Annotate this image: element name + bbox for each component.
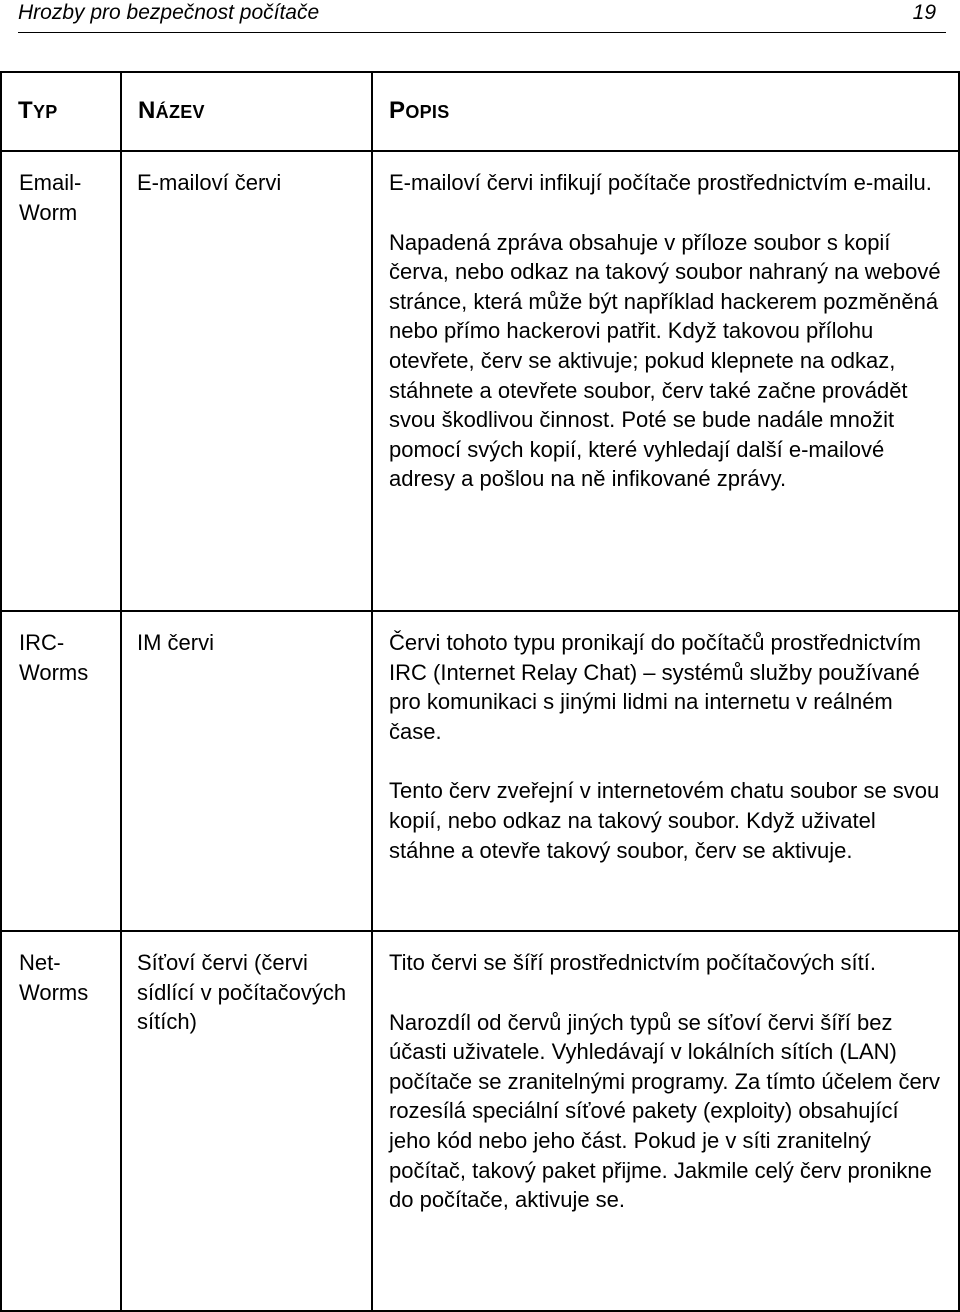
column-header-description: POPIS [372, 72, 959, 151]
cell-description [372, 931, 959, 1311]
cell-type: Net-Worms [1, 931, 121, 1311]
cell-name: E-mailoví červi [121, 151, 372, 611]
description-paragraph: Tito červi se šíří prostřednictvím počítačových sítí. [389, 950, 876, 975]
cell-name: Síťoví červi (červi sídlící v počítačových sítích) [121, 931, 372, 1311]
chapter-title: Hrozby pro bezpečnost počítače [18, 1, 320, 24]
cell-description [372, 151, 959, 611]
table-row [1, 931, 959, 1311]
cell-name: IM červi [121, 611, 372, 931]
running-header [18, 0, 946, 33]
description-paragraph: Červi tohoto typu pronikají do počítačů prostřednictvím IRC (Internet Relay Chat) – systémů služby používané pro komunikaci s jinými lidmi na internetu v reálném čase. [389, 630, 921, 744]
description-paragraph: Narozdíl od červů jiných typů se síťoví červi šíří bez účasti uživatele. Vyhledávají v lokálních sítích (LAN) počítače se zranitelnými programy. Za tímto účelem červ rozesílá speciální síťové pakety (exploity) obsahující jeho kód nebo jeho část. Pokud je v síti zranitelný počítač, takový paket přijme. Jakmile celý červ pronikne do počítače, aktivuje se. [389, 1009, 941, 1213]
description-paragraph: Napadená zpráva obsahuje v příloze soubor s kopií červa, nebo odkaz na takový soubor nahraný na webové stránce, která může být například hackerem pozměněná nebo přímo hackerovi patřit. Když takovou přílohu otevřete, červ se aktivuje; pokud klepnete na odkaz, stáhnete a otevřete soubor, červ také začne provádět svou škodlivou činnost. Poté se bude nadále množit pomocí svých kopií, které vyhledají další e-mailové adresy a pošlou na ně infikované zprávy. [389, 229, 941, 492]
column-header-type: TYP [1, 72, 121, 151]
description-paragraph: E-mailoví červi infikují počítače prostřednictvím e-mailu. [389, 170, 932, 195]
table-row [1, 611, 959, 931]
worm-types-table [0, 71, 960, 1312]
table-header-row [1, 72, 959, 151]
page-number: 19 [912, 1, 936, 24]
column-header-name: NÁZEV [121, 72, 372, 151]
cell-type: Email-Worm [1, 151, 121, 611]
description-paragraph: Tento červ zveřejní v internetovém chatu soubor se svou kopií, nebo odkaz na takový soubor. Když uživatel stáhne a otevře takový soubor, červ se aktivuje. [389, 778, 940, 863]
table-row [1, 151, 959, 611]
cell-type: IRC-Worms [1, 611, 121, 931]
cell-description [372, 611, 959, 931]
